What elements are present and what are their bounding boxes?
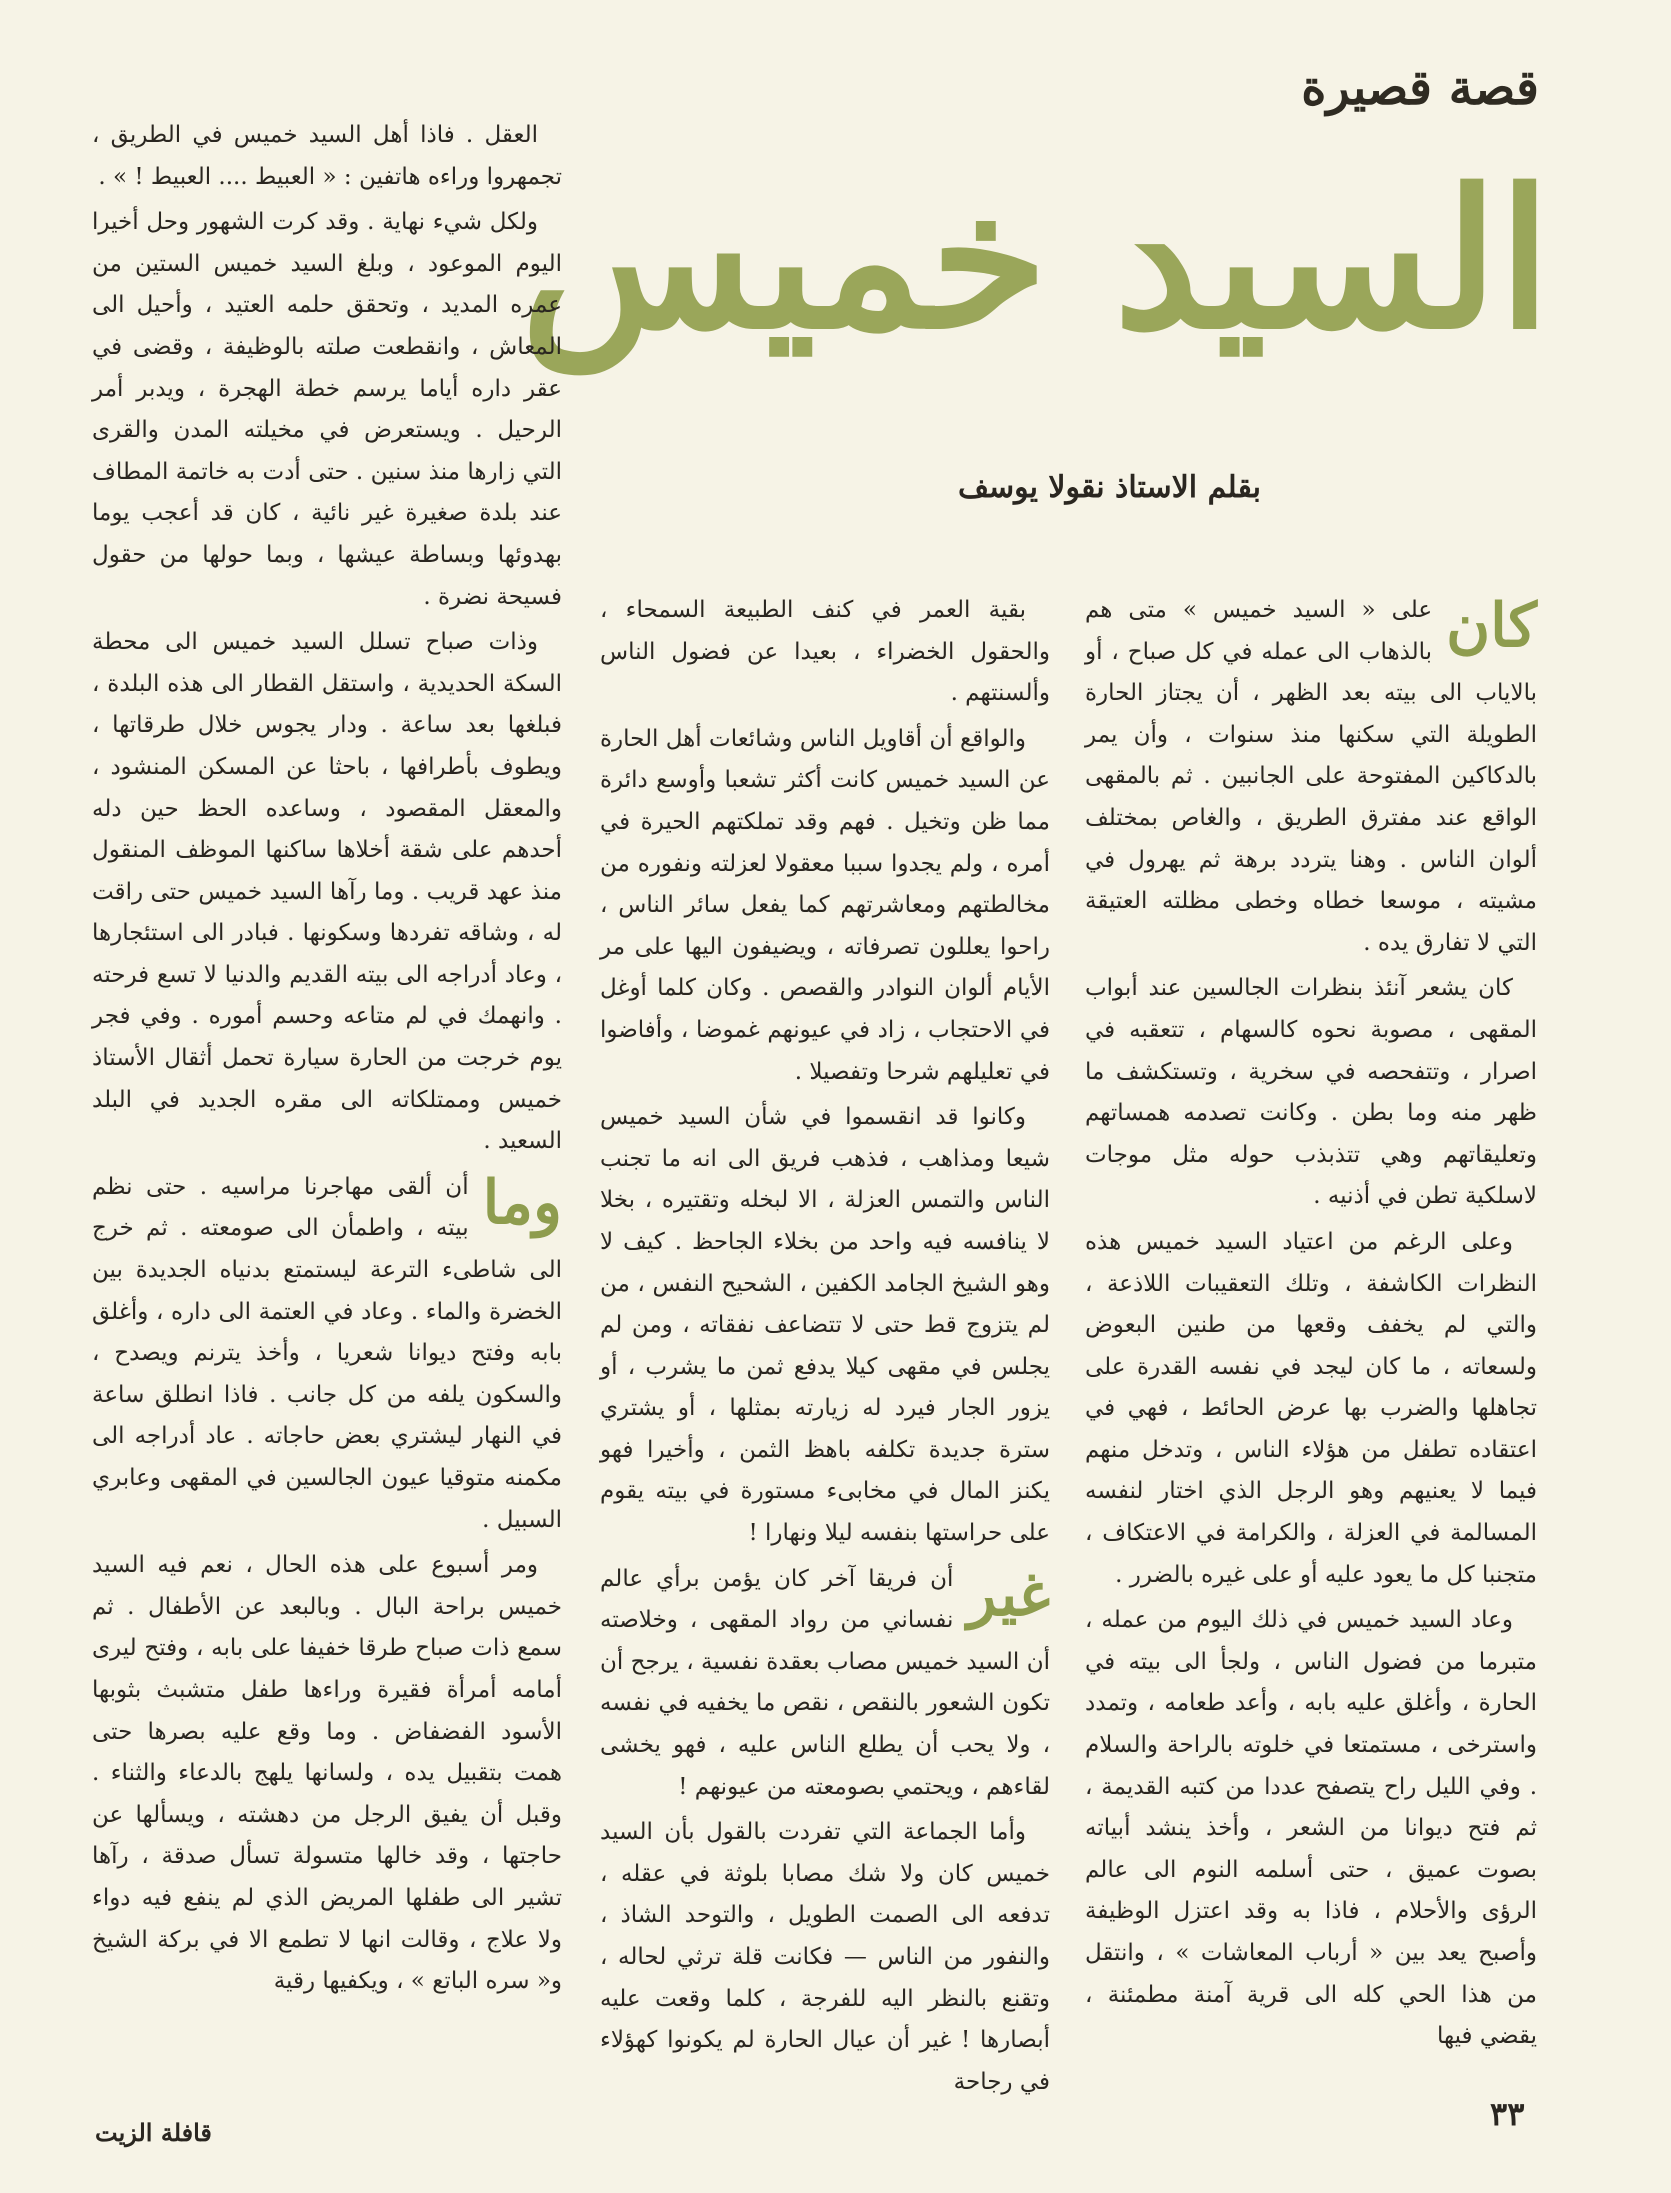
kicker: قصة قصيرة xyxy=(1301,60,1539,116)
paragraph: العقل . فاذا أهل السيد خميس في الطريق ، تجمهروا وراءه هاتفين : « العبيط .... العبيط ! » . xyxy=(92,122,562,190)
paragraph-text: أن فريقا آخر كان يؤمن برأي عالم نفساني من رواد المقهى ، وخلاصته أن السيد خميس مصاب بعقدة نفسية ، يرجح أن تكون الشعور بالنقص ، نقص ما يخفيه في نفسه ، ولا يحب أن يطلع الناس عليه ، فهو يخشى لقاءهم ، ويحتمي بصومعته من عيونهم ! xyxy=(600,1565,1050,1800)
dropcap: غير xyxy=(967,1559,1050,1630)
paragraph: ولكل شيء نهاية . وقد كرت الشهور وحل أخيرا اليوم الموعود ، وبلغ السيد خميس الستين من عمره المديد ، وتحقق حلمه العتيد ، وأحيل الى المعاش ، وانقطعت صلته بالوظيفة ، وقضى في عقر داره أياما يرسم خطة الهجرة ، ويدبر أمر الرحيل . ويستعرض في مخيلته المدن والقرى التي زارها منذ سنين . حتى أدت به خاتمة المطاف عند بلدة صغيرة غير نائية ، كان قد أعجب يوما بهدوئها وبساطة عيشها ، وبما حولها من حقول فسيحة نضرة . xyxy=(92,209,562,610)
paragraph xyxy=(92,1167,562,1541)
story-title: السيد خميس xyxy=(520,148,1551,371)
paragraph-text: على « السيد خميس » متى هم بالذهاب الى عمله في كل صباح ، أو بالاياب الى بيته بعد الظهر ، أن يجتاز الحارة الطويلة التي سكنها منذ سنوات ، وأن يمر بالدكاكين المفتوحة على الجانبين . ثم بالمقهى الواقع عند مفترق الطريق ، والغاص بمختلف ألوان الناس . وهنا يتردد برهة ثم يهرول في مشيته ، موسعا خطاه وخطى مظلته العتيقة التي لا تفارق يده . xyxy=(1085,597,1537,956)
paragraph: وعاد السيد خميس في ذلك اليوم من عمله ، متبرما من فضول الناس ، ولجأ الى بيته في الحارة ، وأغلق عليه بابه ، وأعد طعامه ، وتمدد واسترخى ، مستمتعا في خلوته بالراحة والسلام . وفي الليل راح يتصفح عددا من كتبه القديمة ، ثم فتح ديوانا من الشعر ، وأخذ ينشد أبياته بصوت عميق ، حتى أسلمه النوم الى عالم الرؤى والأحلام ، فاذا به وقد اعتزل الوظيفة وأصبح يعد بين « أرباب المعاشات » ، وانتقل من هذا الحي كله الى قرية آمنة مطمئنة ، يقضي فيها xyxy=(1085,1607,1537,2050)
paragraph: ومر أسبوع على هذه الحال ، نعم فيه السيد خميس براحة البال . وبالبعد عن الأطفال . ثم سمع ذات صباح طرقا خفيفا على بابه ، وفتح ليرى أمامه أمرأة فقيرة وراءها طفل متشبث بثوبها الأسود الفضفاض . وما وقع عليه بصرها حتى همت بتقبيل يده ، ولسانها يلهج بالدعاء والثناء . وقبل أن يفيق الرجل من دهشته ، ويسألها عن حاجتها ، وقد خالها متسولة تسأل صدقة ، رآها تشير الى طفلها المريض الذي لم ينفع فيه دواء ولا علاج ، وقالت انها لا تطمع الا في بركة الشيخ و« سره الباتع » ، ويكفيها رقية xyxy=(92,1552,562,1995)
paragraph xyxy=(1085,590,1537,964)
dropcap: كان xyxy=(1446,591,1537,661)
paragraph: وكانوا قد انقسموا في شأن السيد خميس شيعا ومذاهب ، فذهب فريق الى انه ما تجنب الناس والتمس العزلة ، الا لبخله وتقتيره ، بخلا لا ينافسه فيه واحد من بخلاء الجاحظ . كيف لا وهو الشيخ الجامد الكفين ، الشحيح النفس ، من لم يتزوج قط حتى لا تتضاعف نفقاته ، ومن لم يجلس في مقهى كيلا يدفع ثمن ما يشرب ، أو يزور الجار فيرد له زيارته بمثلها ، أو يشتري سترة جديدة تكلفه باهظ الثمن ، وأخيرا فهو يكنز المال في مخابىء مستورة في بيته يقوم على حراستها بنفسه ليلا ونهارا ! xyxy=(600,1104,1050,1547)
magazine-name: قافلة الزيت xyxy=(95,2118,212,2147)
page-number: ٣٣ xyxy=(1490,2095,1525,2133)
left-column xyxy=(92,115,562,2075)
paragraph: والواقع أن أقاويل الناس وشائعات أهل الحارة عن السيد خميس كانت أكثر تشعبا وأوسع دائرة مما ظن وتخيل . فهم وقد تملكتهم الحيرة في أمره ، ولم يجدوا سببا معقولا لعزلته ونفوره من مخالطتهم ومعاشرتهم كما يفعل سائر الناس ، راحوا يعللون تصرفاته ، ويضيفون اليها على مر الأيام ألوان النوادر والقصص . وكان كلما أوغل في الاحتجاب ، زاد في عيونهم غموضا ، وأفاضوا في تعليلهم شرحا وتفصيلا . xyxy=(600,725,1050,1085)
paragraph: كان يشعر آنئذ بنظرات الجالسين عند أبواب المقهى ، مصوبة نحوه كالسهام ، تتعقبه في اصرار ، وتتفحصه في سخرية ، وتستكشف ما ظهر منه وما بطن . وكانت تصدمه همساتهم وتعليقاتهم وهي تتذبذب حوله مثل موجات لاسلكية تطن في أذنيه . xyxy=(1085,975,1537,1210)
byline: بقلم الاستاذ نقولا يوسف xyxy=(957,470,1261,505)
right-column xyxy=(1085,590,1537,2050)
paragraph: وذات صباح تسلل السيد خميس الى محطة السكة الحديدية ، واستقل القطار الى هذه البلدة ، فبلغها بعد ساعة . ودار يجوس خلال طرقاتها ، ويطوف بأطرافها ، باحثا عن المسكن المنشود ، والمعقل المقصود ، وساعده الحظ حين دله أحدهم على شقة أخلاها ساكنها الموظف المنقول منذ عهد قريب . وما رآها السيد خميس حتى راقت له ، وشاقه تفردها وسكونها . فبادر الى استئجارها ، وعاد أدراجه الى بيته القديم والدنيا لا تسع فرحته . وانهمك في لم متاعه وحسم أموره . وفي فجر يوم خرجت من الحارة سيارة تحمل أثقال الأستاذ خميس وممتلكاته الى مقره الجديد في البلد السعيد . xyxy=(92,629,562,1155)
middle-column xyxy=(600,590,1050,2095)
paragraph-text: أن ألقى مهاجرنا مراسيه . حتى نظم بيته ، واطمأن الى صومعته . ثم خرج الى شاطىء الترعة ليستمتع بدنياه الجديدة بين الخضرة والماء . وعاد في العتمة الى داره ، وأغلق بابه وفتح ديوانا شعريا ، وأخذ يترنم ويصدح ، والسكون يلفه من كل جانب . فاذا انطلق ساعة في النهار ليشتري بعض حاجاته . عاد أدراجه الى مكمنه متوقيا عيون الجالسين في المقهى وعابري السبيل . xyxy=(92,1173,562,1533)
paragraph: وأما الجماعة التي تفردت بالقول بأن السيد خميس كان ولا شك مصابا بلوثة في عقله ، تدفعه الى الصمت الطويل ، والتوحد الشاذ ، والنفور من الناس — فكانت قلة ترثي لحاله ، وتقنع بالنظر اليه للفرجة ، كلما وقعت عليه أبصارها ! غير أن عيال الحارة لم يكونوا كهؤلاء في رجاحة xyxy=(600,1819,1050,2095)
paragraph: بقية العمر في كنف الطبيعة السمحاء ، والحقول الخضراء ، بعيدا عن فضول الناس وألسنتهم . xyxy=(600,597,1050,707)
paragraph xyxy=(600,1559,1050,1809)
dropcap: وما xyxy=(482,1167,562,1238)
paragraph: وعلى الرغم من اعتياد السيد خميس هذه النظرات الكاشفة ، وتلك التعقيبات اللاذعة ، والتي لم يخفف وقعها من طنين البعوض ولسعاته ، ما كان ليجد في نفسه القدرة على تجاهلها والضرب بها عرض الحائط ، فهي في اعتقاده تطفل من هؤلاء الناس ، وتدخل منهم فيما لا يعنيهم وهو الرجل الذي اختار لنفسه المسالمة في العزلة ، والكرامة في الاعتكاف ، متجنبا كل ما يعود عليه أو على غيره بالضرر . xyxy=(1085,1228,1537,1588)
